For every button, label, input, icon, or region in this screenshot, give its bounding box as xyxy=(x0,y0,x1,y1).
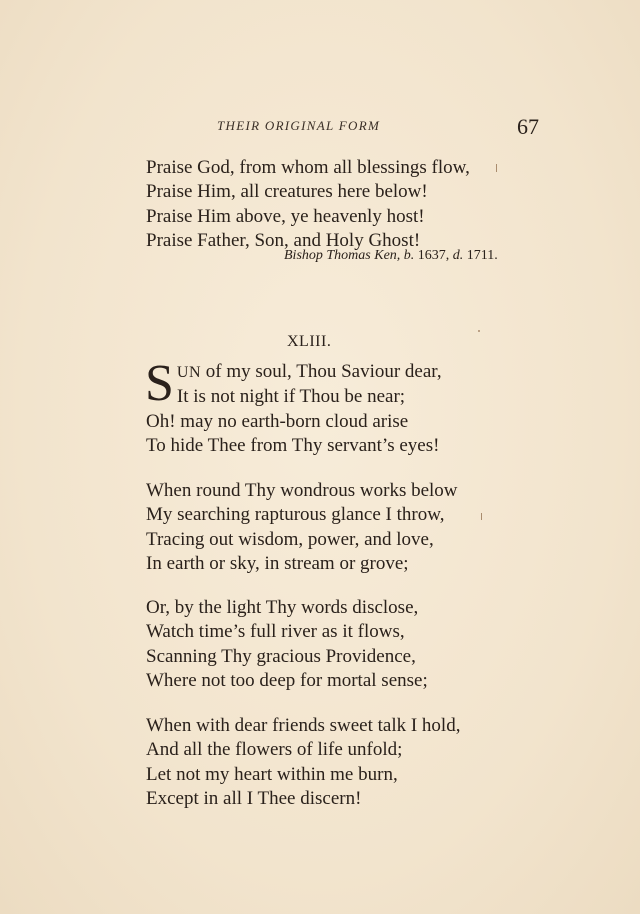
paper-fleck xyxy=(496,164,497,172)
hymn-stanza-2 xyxy=(146,479,458,576)
attribution xyxy=(284,248,498,264)
attribution-born-year: 1637, xyxy=(417,248,450,263)
stanza-line: Tracing out wisdom, power, and love, xyxy=(146,528,434,550)
hymn-stanza-4 xyxy=(146,714,460,811)
paper-fleck xyxy=(478,330,480,332)
attribution-died-year: 1711. xyxy=(466,248,498,263)
attribution-born-label: b. xyxy=(403,248,415,263)
hymn-stanza-3 xyxy=(146,596,428,693)
stanza-line: Watch time’s full river as it flows, xyxy=(146,621,405,643)
stanza-line: To hide Thee from Thy servant’s eyes! xyxy=(146,434,440,456)
attribution-author: Bishop Thomas Ken, xyxy=(284,248,401,263)
running-head: THEIR ORIGINAL FORM xyxy=(217,118,381,133)
stanza-line: Or, by the light Thy words disclose, xyxy=(146,597,419,618)
stanza-line: When round Thy wondrous works below xyxy=(146,480,458,501)
page-number: 67 xyxy=(517,114,539,139)
stanza-line: And all the flowers of life unfold; xyxy=(146,739,403,761)
doxology-line: Praise Him above, ye heavenly host! xyxy=(146,205,425,227)
paper-fleck xyxy=(481,513,482,520)
stanza-line: Except in all I Thee discern! xyxy=(146,787,362,809)
stanza-line: Where not too deep for mortal sense; xyxy=(146,669,428,691)
stanza-line: Scanning Thy gracious Providence, xyxy=(146,645,416,667)
hymn-number: XLIII. xyxy=(287,333,332,350)
stanza-line: In earth or sky, in stream or grove; xyxy=(146,552,409,574)
first-word-smallcaps: UN xyxy=(176,364,202,381)
stanza-line: It is not night if Thou be near; xyxy=(176,386,406,408)
attribution-died-label: d. xyxy=(452,248,464,263)
doxology-line: Praise Him, all creatures here below! xyxy=(146,181,428,203)
stanza-line: Let not my heart within me burn, xyxy=(146,763,398,785)
drop-cap: S xyxy=(145,355,174,412)
stanza-line: My searching rapturous glance I throw, xyxy=(146,504,445,526)
stanza-line: When with dear friends sweet talk I hold, xyxy=(146,715,461,736)
stanza-line: Oh! may no earth-born cloud arise xyxy=(146,410,409,432)
first-line-rest: of my soul, Thou Saviour dear, xyxy=(205,361,442,382)
doxology-line: Praise Father, Son, and Holy Ghost! xyxy=(146,229,421,251)
doxology-stanza xyxy=(146,156,470,253)
hymn-stanza-1 xyxy=(145,355,486,458)
doxology-line: Praise God, from whom all blessings flow, xyxy=(146,157,470,178)
